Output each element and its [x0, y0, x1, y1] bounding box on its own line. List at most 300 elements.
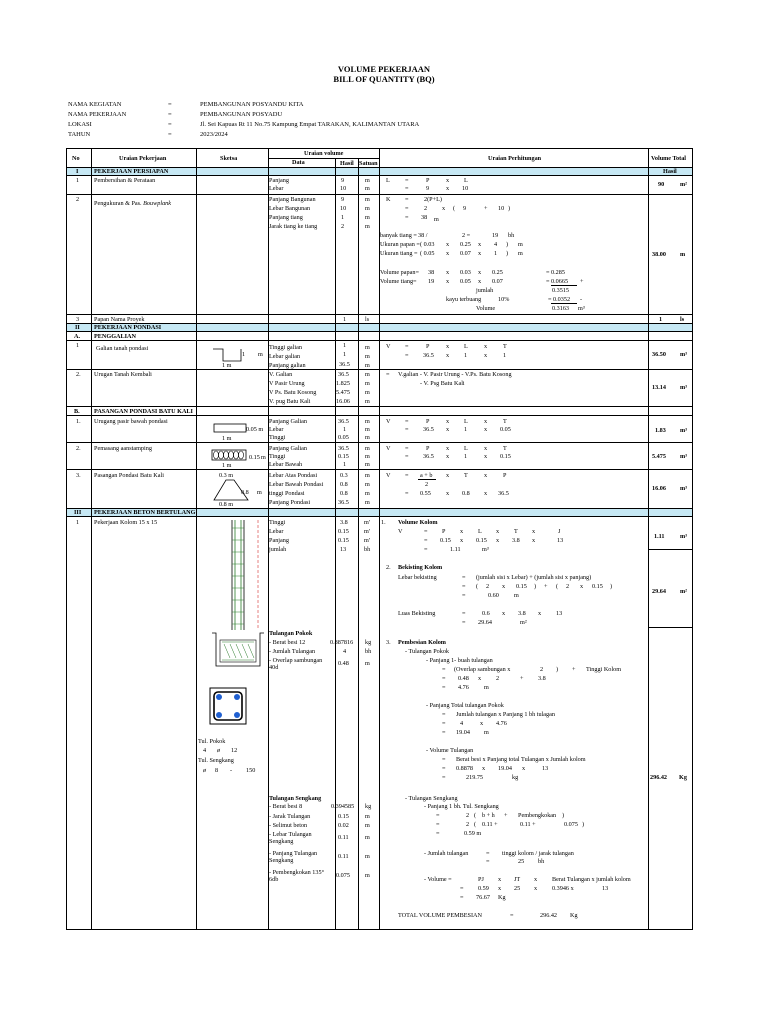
- cell-text: tinggi kolom / jarak tulangan: [502, 850, 574, 857]
- cell-text: 0.25: [492, 269, 503, 276]
- cell-text: x: [446, 185, 450, 192]
- cell-text: ( 0.03: [420, 241, 435, 248]
- cell-text: V Ps. Batu Kosong: [269, 389, 317, 396]
- cell-text: 0.075: [564, 821, 578, 828]
- info-label: NAMA KEGIATAN: [68, 101, 122, 108]
- info-label: NAMA PEKERJAAN: [68, 111, 127, 118]
- cell-text: 38: [428, 269, 435, 276]
- cell-text: (: [474, 821, 477, 828]
- cell-text: bh: [538, 858, 545, 865]
- cell-text: 13: [556, 610, 563, 617]
- table-rule: [648, 148, 649, 930]
- cell-text: 1: [343, 342, 347, 349]
- cell-text: 2: [486, 583, 490, 590]
- cell-text: II: [75, 324, 80, 331]
- cell-text: x: [502, 610, 506, 617]
- cell-text: m: [261, 454, 266, 461]
- cell-text: x: [446, 490, 450, 497]
- cell-text: Panjang Bangunan: [269, 196, 316, 203]
- cell-text: m: [365, 353, 370, 360]
- cell-text: - Volume Tulangan: [426, 747, 474, 754]
- cell-text: Bekisting Kolom: [398, 564, 443, 571]
- cell-text: tinggi Pondasi: [269, 490, 305, 497]
- cell-text: x: [484, 453, 488, 460]
- cell-text: +: [544, 583, 548, 590]
- cell-text: B.: [74, 408, 80, 415]
- cell-text: x: [446, 352, 450, 359]
- cell-text: Lebar Atas Pondasi: [269, 472, 318, 479]
- cell-text: Berat Tulangan x jumlah kolom: [552, 876, 631, 883]
- cell-text: m³: [680, 351, 688, 358]
- cell-text: P: [503, 472, 507, 479]
- cell-text: Papan Nama Proyek: [94, 316, 145, 323]
- cell-text: 296.42: [540, 912, 558, 919]
- cell-text: kg: [365, 803, 372, 810]
- cell-text: m: [365, 389, 370, 396]
- cell-text: 0.05: [338, 434, 349, 441]
- cell-text: 0.02: [338, 822, 349, 829]
- col-uraian-volume: Uraian volume: [304, 150, 344, 157]
- cell-text: m: [484, 684, 489, 691]
- cell-text: 3.: [386, 639, 391, 646]
- cell-text: (: [474, 812, 477, 819]
- cell-text: m: [257, 489, 262, 496]
- cell-text: 9: [426, 185, 430, 192]
- cell-text: 1.83: [655, 427, 666, 434]
- cell-text: 1: [343, 426, 347, 433]
- cell-text: 38: [421, 214, 428, 221]
- cell-text: 2: [540, 666, 544, 673]
- cell-text: - Jumlah Tulangan: [269, 648, 316, 655]
- cell-text: 36.5: [338, 418, 349, 425]
- cell-text: - Volume =: [424, 876, 452, 883]
- cell-text: +: [484, 205, 488, 212]
- cell-text: Lebar: [269, 528, 284, 535]
- cell-text: P: [442, 528, 446, 535]
- cell-text: 0.8: [241, 489, 249, 496]
- cell-text: 13: [557, 537, 564, 544]
- cell-text: =: [405, 472, 409, 479]
- cell-text: 3.8: [538, 675, 546, 682]
- cell-text: 0.25: [460, 241, 471, 248]
- cell-text: 0.15: [338, 453, 349, 460]
- page-title: VOLUME PEKERJAAN: [337, 64, 431, 74]
- cell-text: x: [484, 343, 488, 350]
- cell-text: 0.15: [592, 583, 603, 590]
- cell-text: 3.8: [340, 519, 348, 526]
- cell-text: - Lebar Tulangan Sengkang: [269, 831, 312, 845]
- cell-text: =: [462, 619, 466, 626]
- cell-text: x: [460, 528, 464, 535]
- cell-text: - Berat besi 8: [269, 803, 303, 810]
- cell-text: x: [446, 177, 450, 184]
- cell-text: 19.04: [498, 765, 512, 772]
- cell-text: Pasangan Pondasi Batu Kali: [94, 472, 164, 479]
- cell-text: 0.11 +: [520, 821, 536, 828]
- cell-text: V. pug Batu Kali: [269, 398, 311, 405]
- cell-text: =: [424, 546, 428, 553]
- cell-text: ( 0.05: [420, 250, 435, 257]
- cell-text: m³: [680, 533, 688, 540]
- info-label: LOKASI: [68, 121, 92, 128]
- cell-text: Tinggi: [269, 519, 286, 526]
- cell-text: m²: [520, 619, 527, 626]
- cell-text: 0.59: [478, 885, 489, 892]
- cell-text: 4: [343, 648, 347, 655]
- cell-text: x: [538, 610, 542, 617]
- cell-text: PEKERJAAN BETON BERTULANG: [94, 509, 196, 516]
- cell-text: =: [405, 343, 409, 350]
- cell-text: Lebar: [269, 426, 284, 433]
- cell-text: x: [496, 537, 500, 544]
- table-rule: [335, 158, 336, 930]
- cell-text: m: [365, 445, 370, 452]
- cell-text: PEKERJAAN PONDASI: [94, 324, 162, 331]
- cell-text: J: [558, 528, 561, 535]
- cell-text: 2.: [76, 371, 81, 378]
- cell-text: Tinggi Kolom: [586, 666, 622, 673]
- cell-text: m: [365, 362, 370, 369]
- cell-text: 3.8: [518, 610, 526, 617]
- cell-text: Bouwplank: [143, 200, 171, 207]
- cell-text: m: [365, 481, 370, 488]
- cell-text: Tulangan Sengkang: [269, 795, 322, 802]
- cell-text: m: [365, 371, 370, 378]
- cell-text: 0.15: [516, 583, 527, 590]
- cell-text: - Panjang 1 bh. Tul. Sengkang: [424, 803, 499, 810]
- cell-text: 219.75: [466, 774, 484, 781]
- cell-text: 0.48: [458, 675, 469, 682]
- cell-text: =: [442, 675, 446, 682]
- col-hasil-label: Hasil: [663, 168, 677, 175]
- cell-text: m: [365, 344, 370, 351]
- cell-text: 1: [503, 352, 507, 359]
- cell-text: Tul. Sengkang: [198, 757, 234, 764]
- cell-text: L: [464, 445, 468, 452]
- col-satuan: Satuan: [359, 160, 378, 167]
- cell-text: TOTAL VOLUME PEMBESIAN: [398, 912, 482, 919]
- cell-text: - Berat besi 12: [269, 639, 306, 646]
- cell-text: 36.5: [338, 499, 349, 506]
- info-sep: =: [168, 121, 172, 128]
- cell-text: 1: [343, 461, 347, 468]
- cell-text: =: [442, 765, 446, 772]
- cell-text: m: [365, 418, 370, 425]
- cell-text: Tinggi: [269, 453, 286, 460]
- cell-text: m: [365, 223, 370, 230]
- cell-text: 13: [602, 885, 609, 892]
- cell-text: m: [518, 250, 523, 257]
- cell-text: 4.76: [496, 720, 507, 727]
- cell-text: kayu terbuang: [446, 296, 482, 303]
- cell-text: -: [230, 767, 233, 774]
- cell-text: m: [365, 461, 370, 468]
- cell-text: T: [503, 418, 507, 425]
- cell-text: 3: [76, 316, 80, 323]
- cell-text: x: [442, 205, 446, 212]
- cell-text: m³: [680, 453, 688, 460]
- cell-text: Tinggi: [269, 434, 286, 441]
- table-rule: [196, 148, 197, 930]
- cell-text: V: [386, 445, 391, 452]
- cell-text: 0.8: [462, 490, 470, 497]
- cell-text: 5.475: [652, 453, 666, 460]
- table-rule: [268, 158, 379, 159]
- table-rule: [648, 627, 693, 628]
- cell-text: 3.8: [512, 537, 520, 544]
- row-label: Pembersihan & Perataan: [94, 177, 156, 184]
- cell-text: III: [74, 509, 82, 516]
- cell-text: 10: [340, 185, 347, 192]
- cell-text: bh: [364, 546, 371, 553]
- table-rule: [66, 148, 67, 930]
- cell-text: =: [436, 812, 440, 819]
- cell-text: 0.8: [340, 490, 348, 497]
- cell-text: 5.475: [336, 389, 350, 396]
- cell-text: m²: [680, 588, 688, 595]
- cell-text: (: [453, 205, 456, 212]
- cell-text: 0.3515: [552, 287, 570, 294]
- cell-text: 36.5: [339, 361, 350, 368]
- cell-text: 0.6: [482, 610, 490, 617]
- cell-text: ): [506, 241, 509, 248]
- cell-text: m: [365, 398, 370, 405]
- cell-text: m²: [680, 181, 688, 188]
- cell-text: = 0.0352: [548, 296, 571, 303]
- cell-text: x: [484, 418, 488, 425]
- info-value: 2023/2024: [200, 131, 228, 138]
- cell-text: 0.887816: [330, 639, 354, 646]
- cell-text: m: [365, 214, 370, 221]
- cell-text: L: [464, 418, 468, 425]
- cell-text: 0.15: [476, 537, 487, 544]
- cell-text: 1.: [76, 418, 81, 425]
- cell-text: m: [365, 453, 370, 460]
- cell-text: 10: [462, 185, 469, 192]
- cell-text: =: [460, 894, 464, 901]
- cell-text: Tinggi galian: [269, 344, 302, 351]
- cell-text: =: [442, 720, 446, 727]
- cell-text: =: [442, 756, 446, 763]
- cell-text: Panjang Galian: [269, 418, 307, 425]
- table-rule: [379, 148, 380, 930]
- cell-text: x: [534, 885, 538, 892]
- cell-text: =: [436, 821, 440, 828]
- cell-text: m: [365, 872, 370, 879]
- cell-text: =: [462, 592, 466, 599]
- info-label: TAHUN: [68, 131, 91, 138]
- cell-text: m³: [680, 427, 688, 434]
- cell-text: =: [442, 666, 446, 673]
- cell-text: PASANGAN PONDASI BATU KALI: [94, 408, 193, 415]
- cell-text: x: [496, 528, 500, 535]
- cell-text: Pekerjaan Kolom 15 x 15: [94, 519, 158, 526]
- cell-text: Pembesian Kolom: [398, 639, 446, 646]
- table-rule: [418, 479, 436, 480]
- cell-text: P: [426, 343, 430, 350]
- cell-text: 0.3: [340, 472, 348, 479]
- cell-text: Kg: [570, 912, 578, 919]
- cell-text: x: [478, 269, 482, 276]
- cell-text: Lebar: [269, 185, 284, 192]
- cell-text: 0.07: [460, 250, 471, 257]
- cell-text: P: [426, 418, 430, 425]
- cell-text: =: [486, 858, 490, 865]
- cell-text: V: [398, 528, 403, 535]
- cell-text: x: [478, 241, 482, 248]
- cell-text: x: [482, 765, 486, 772]
- cell-text: =: [462, 574, 466, 581]
- sand-layer-sketch: [213, 420, 247, 434]
- cell-text: x: [446, 269, 450, 276]
- cell-text: - Pembengkokan 135° 6db: [269, 869, 325, 883]
- cell-text: m: [258, 351, 263, 358]
- cell-text: - Panjang 1- buah tulangan: [426, 657, 493, 664]
- table-rule: [551, 285, 577, 286]
- cell-text: m: [518, 241, 523, 248]
- cell-text: Volume: [476, 305, 496, 312]
- cell-text: ls: [680, 316, 685, 323]
- cell-text: T: [464, 472, 468, 479]
- cell-text: Panjang Pondasi: [269, 499, 311, 506]
- cell-text: 150: [246, 767, 256, 774]
- cell-text: x: [446, 453, 450, 460]
- cell-text: 1: [343, 316, 347, 323]
- cell-text: =: [405, 205, 409, 212]
- cell-text: x: [446, 472, 450, 479]
- cell-text: 16.06: [336, 398, 350, 405]
- cell-text: x: [478, 250, 482, 257]
- cell-text: m: [365, 660, 370, 667]
- cell-text: 13: [340, 546, 347, 553]
- cell-text: m: [434, 216, 439, 223]
- cell-text: ): [534, 583, 537, 590]
- cell-text: 1 m: [222, 362, 232, 369]
- cell-text: x: [502, 583, 506, 590]
- cell-text: +: [504, 812, 508, 819]
- cell-text: - Selimut beton: [269, 822, 308, 829]
- cell-text: +: [580, 278, 584, 285]
- table-rule: [358, 158, 359, 930]
- cell-text: m: [365, 499, 370, 506]
- cell-text: +: [520, 675, 524, 682]
- cell-text: P: [426, 177, 430, 184]
- cell-text: V: [386, 418, 391, 425]
- cell-text: =: [405, 185, 409, 192]
- cell-text: m³: [482, 546, 489, 553]
- cell-text: L: [464, 343, 468, 350]
- col-volume-total: Volume Total: [651, 155, 687, 162]
- cell-text: 0.11: [338, 853, 349, 860]
- cell-text: m: [680, 251, 686, 258]
- cell-text: T: [503, 445, 507, 452]
- cell-text: 2: [496, 675, 500, 682]
- cell-text: 1 m: [222, 462, 232, 469]
- cell-text: Berat besi x Panjang total Tulangan x Jumlah kolom: [456, 756, 586, 763]
- cell-text: 0.59 m: [464, 830, 482, 837]
- cell-text: =: [405, 453, 409, 460]
- cell-text: (: [556, 583, 559, 590]
- info-sep: =: [168, 131, 172, 138]
- cell-text: m³: [578, 305, 585, 312]
- cell-text: m: [365, 822, 370, 829]
- cell-text: A.: [74, 333, 81, 340]
- volume-total: 90: [658, 181, 665, 188]
- cell-text: Luas Bekisting: [398, 610, 436, 617]
- cell-text: 1: [76, 519, 80, 526]
- col-hasil: Hasil: [340, 160, 354, 167]
- table-rule: [551, 303, 577, 304]
- cell-text: 1: [659, 316, 663, 323]
- cell-text: =: [486, 850, 490, 857]
- cell-text: x: [446, 445, 450, 452]
- cell-text: 1: [464, 453, 468, 460]
- cell-text: =: [424, 528, 428, 535]
- cell-text: =: [462, 583, 466, 590]
- cell-text: 19: [492, 232, 499, 239]
- cell-text: =: [405, 445, 409, 452]
- cell-text: a + b: [420, 472, 433, 479]
- cell-text: - Panjang Tulangan Sengkang: [269, 850, 318, 864]
- cell-text: 9: [463, 205, 467, 212]
- cell-text: x: [484, 490, 488, 497]
- cell-text: =: [405, 196, 409, 203]
- cell-text: JT: [514, 876, 521, 883]
- cell-text: Pemasang aanstamping: [94, 445, 152, 452]
- info-value: PEMBANGUNAN POSYANDU KITA: [200, 101, 304, 108]
- cell-text: - V. Psg Batu Kali: [420, 380, 465, 387]
- cell-text: Panjang: [269, 177, 289, 184]
- cell-text: Kg: [679, 774, 687, 781]
- cell-text: V.galian - V. Pasir Urung - V.Ps. Batu Kosong: [398, 371, 512, 378]
- cell-text: =: [405, 490, 409, 497]
- cell-text: Jumlah tulangan x Panjang 1 bh tulagan: [456, 711, 555, 718]
- cell-text: - Jarak Tulangan: [269, 813, 311, 820]
- cell-text: x: [484, 352, 488, 359]
- cell-text: x: [484, 472, 488, 479]
- cell-text: T: [503, 343, 507, 350]
- cell-text: PJ: [478, 876, 484, 883]
- cell-text: - Tulangan Pokok: [405, 648, 450, 655]
- info-sep: =: [168, 101, 172, 108]
- cell-text: 0.05 m: [246, 426, 264, 433]
- cell-text: =: [442, 684, 446, 691]
- cell-text: 0.03: [460, 269, 471, 276]
- cell-text: 0.075: [336, 872, 350, 879]
- cell-text: ): [508, 205, 511, 212]
- cell-text: 2: [466, 821, 470, 828]
- cell-text: bh: [365, 648, 372, 655]
- cell-text: T: [514, 528, 518, 535]
- cell-text: Urugan Tanah Kembali: [94, 371, 152, 378]
- cell-text: x: [498, 885, 502, 892]
- cell-text: =: [405, 426, 409, 433]
- cell-text: =: [510, 912, 514, 919]
- cell-text: -: [580, 296, 583, 303]
- col-no: No: [72, 155, 80, 162]
- cell-text: =: [405, 177, 409, 184]
- cell-text: m: [365, 813, 370, 820]
- cell-text: Panjang tiang: [269, 214, 303, 221]
- cell-text: Lebar Bangunan: [269, 205, 311, 212]
- cell-text: Lebar Bawah: [269, 461, 303, 468]
- cell-text: 0.11 +: [482, 821, 498, 828]
- cell-text: 0.15: [338, 537, 349, 544]
- cell-text: 1: [242, 351, 246, 358]
- cell-text: Galian tanah pondasi: [96, 345, 149, 352]
- cell-text: =: [442, 729, 446, 736]
- cell-text: 36.5: [338, 445, 349, 452]
